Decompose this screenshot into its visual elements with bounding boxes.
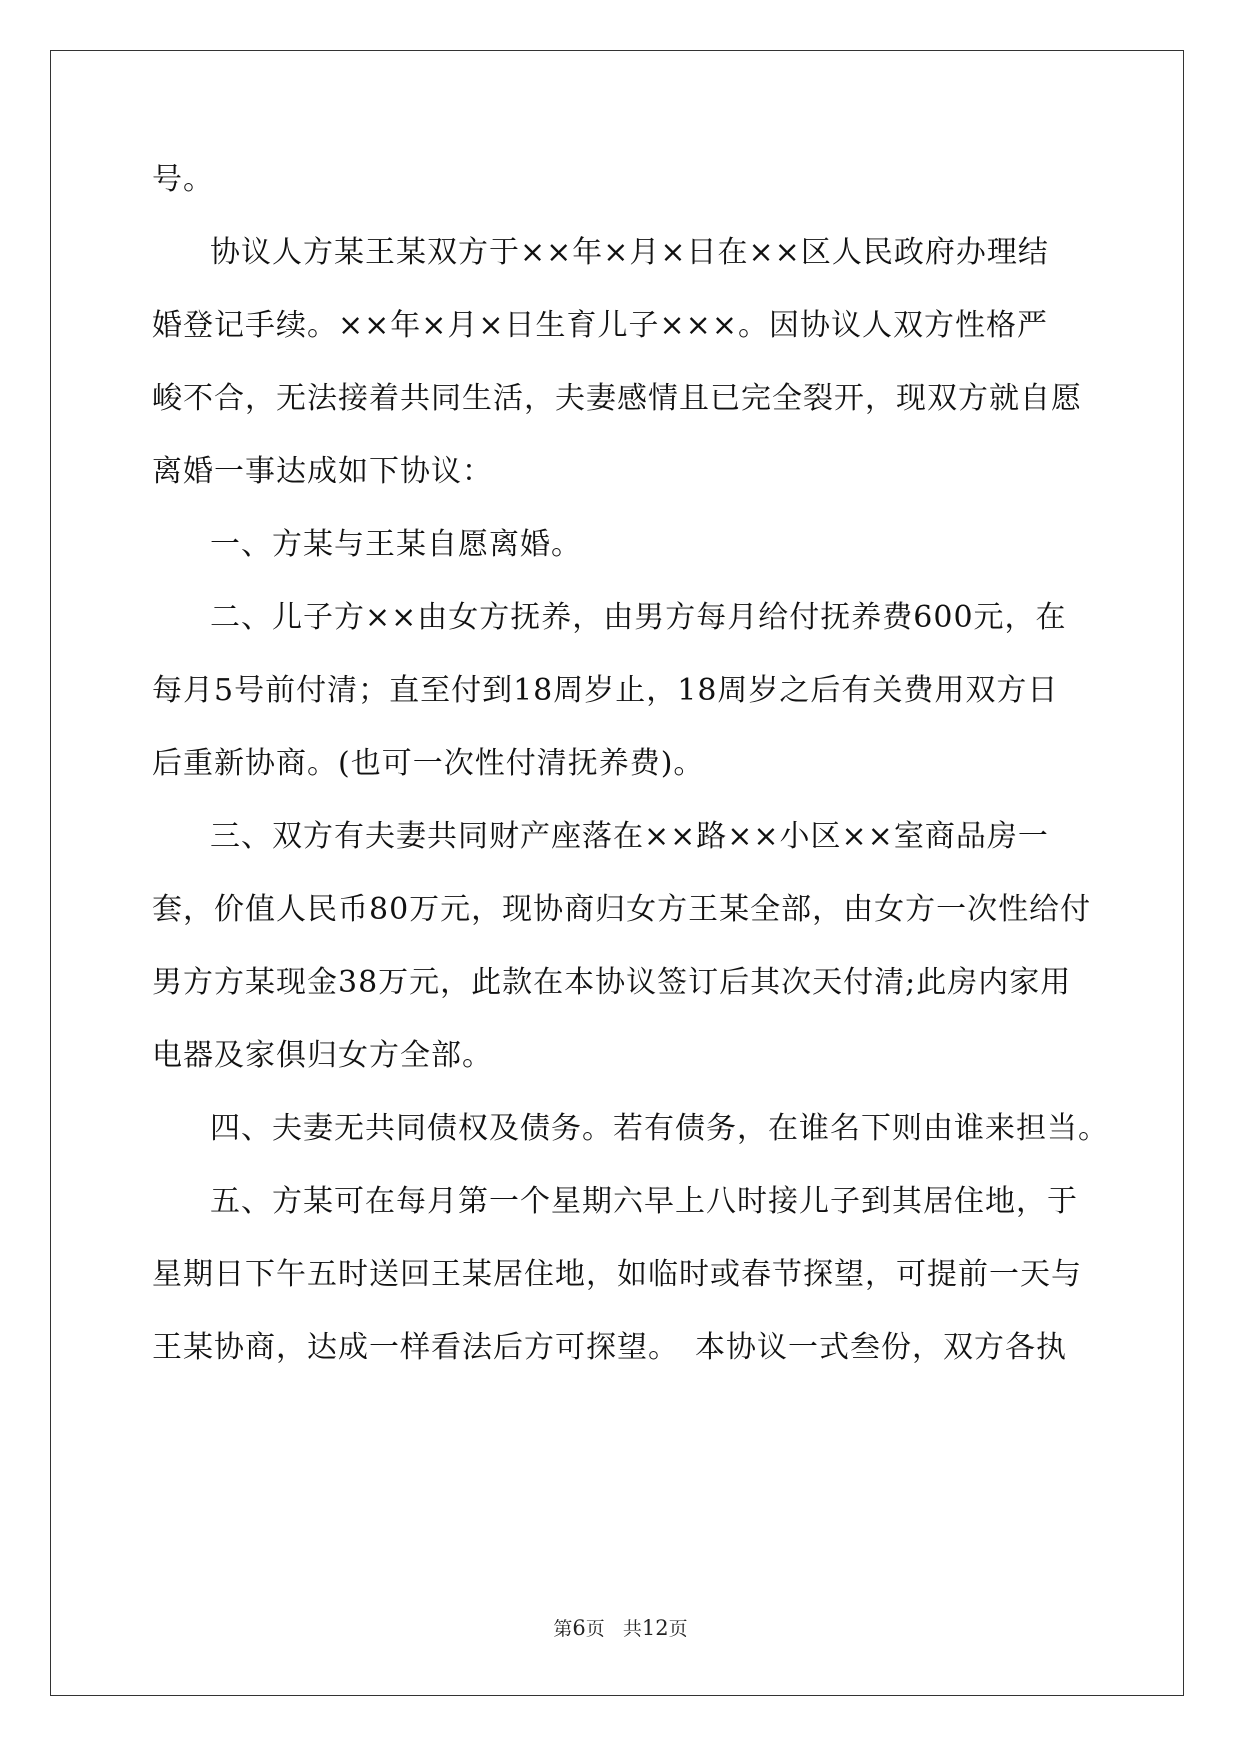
page-border <box>50 50 1184 1696</box>
paragraph-line: 男方方某现金38万元，此款在本协议签订后其次天付清;此房内家用 <box>152 965 1072 1000</box>
total-pages: 12 <box>641 1616 669 1640</box>
paragraph-line: 王某协商，达成一样看法后方可探望。 本协议一式叁份，双方各执 <box>152 1330 1067 1365</box>
paragraph-line: 离婚一事达成如下协议： <box>152 454 493 489</box>
paragraph-line: 一、方某与王某自愿离婚。 <box>210 527 582 562</box>
paragraph-line: 套，价值人民币80万元，现协商归女方王某全部，由女方一次性给付 <box>152 892 1092 927</box>
paragraph-line: 每月5号前付清；直至付到18周岁止，18周岁之后有关费用双方日 <box>152 673 1059 708</box>
paragraph-line: 后重新协商。(也可一次性付清抚养费)。 <box>152 746 705 781</box>
paragraph-line: 号。 <box>152 162 214 197</box>
paragraph-line: 三、双方有夫妻共同财产座落在××路××小区××室商品房一 <box>210 819 1049 854</box>
paragraph-line: 五、方某可在每月第一个星期六早上八时接儿子到其居住地，于 <box>210 1184 1078 1219</box>
total-prefix: 共 <box>622 1618 642 1640</box>
paragraph-line: 峻不合，无法接着共同生活，夫妻感情且已完全裂开，现双方就自愿 <box>152 381 1082 416</box>
paragraph-line: 婚登记手续。××年×月×日生育儿子×××。因协议人双方性格严 <box>152 308 1048 343</box>
page-number: 6 <box>572 1616 586 1640</box>
page-suffix: 页 <box>585 1618 605 1640</box>
page-footer <box>0 1616 1241 1641</box>
paragraph-line: 四、夫妻无共同债权及债务。若有债务，在谁名下则由谁来担当。 <box>210 1111 1109 1146</box>
paragraph-line: 二、儿子方××由女方抚养，由男方每月给付抚养费600元，在 <box>210 600 1067 635</box>
page-prefix: 第 <box>553 1618 573 1640</box>
paragraph-line: 星期日下午五时送回王某居住地，如临时或春节探望，可提前一天与 <box>152 1257 1082 1292</box>
paragraph-line: 电器及家俱归女方全部。 <box>152 1038 493 1073</box>
total-suffix: 页 <box>668 1618 688 1640</box>
paragraph-line: 协议人方某王某双方于××年×月×日在××区人民政府办理结 <box>210 235 1049 270</box>
